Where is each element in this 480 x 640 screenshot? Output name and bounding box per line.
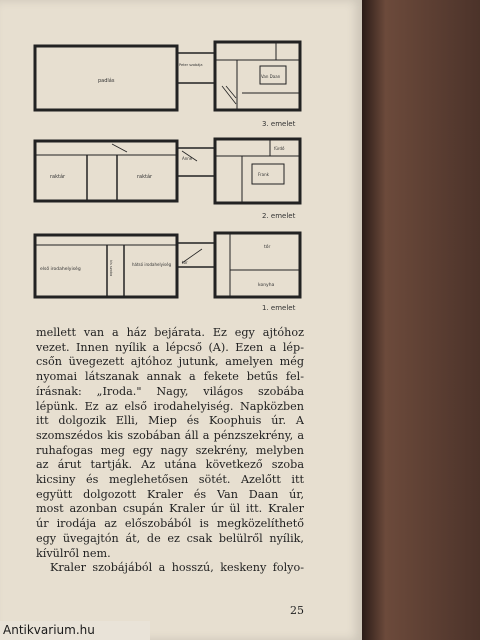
room-label: kis szoba bbox=[109, 260, 113, 277]
room-label: tőr bbox=[264, 245, 271, 250]
room-label: padlás bbox=[98, 78, 115, 84]
watermark-label: Antikvarium.hu bbox=[0, 621, 150, 640]
text-line: kívülről nem. bbox=[36, 546, 111, 560]
second-floor-caption: 2. emelet bbox=[262, 212, 296, 220]
first-floor-caption: 1. emelet bbox=[262, 304, 296, 312]
third-floor-caption: 3. emelet bbox=[262, 120, 296, 128]
text-line: most azonban csupán Kraler úr ül itt. Kraler bbox=[36, 502, 304, 516]
text-line: úr irodája az előszobából is megközelíthető bbox=[36, 517, 304, 531]
floor-plans-illustration bbox=[32, 38, 312, 338]
body-text bbox=[36, 326, 304, 576]
room-label: Peter szobája bbox=[179, 63, 203, 67]
room-label: raktár bbox=[137, 174, 153, 180]
text-line: ruhafogas meg egy nagy szekrény, melyben bbox=[36, 443, 304, 457]
room-label: Anne bbox=[182, 156, 193, 161]
second-floor-plan bbox=[35, 139, 300, 203]
room-label: első irodahelyiség bbox=[40, 267, 81, 272]
room-label: fürdő bbox=[274, 146, 285, 151]
text-line: egy üvegajtón át, de ez csak belülről nyílik, bbox=[36, 531, 304, 545]
text-line: lépünk. Ez az első irodahelyiség. Napközben bbox=[36, 399, 304, 413]
text-line: írásnak: „Iroda." Nagy, világos szobába bbox=[36, 384, 304, 398]
floor-plans-svg bbox=[32, 38, 312, 338]
text-line: Kraler szobájából a hosszú, keskeny folyo- bbox=[50, 561, 304, 575]
room-label: raktár bbox=[50, 174, 66, 180]
text-line: kicsiny és meglehetősen sötét. Azelőtt itt bbox=[36, 473, 304, 487]
text-line: nyomai látszanak annak a fekete betűs fel- bbox=[36, 370, 304, 384]
room-label: Frank bbox=[258, 172, 269, 177]
room-label: hátsó irodahelyiség bbox=[132, 262, 172, 267]
text-line: az árut tartják. Az utána következő szoba bbox=[36, 458, 304, 472]
text-line: szomszédos kis szobában áll a pénzszekrény, a bbox=[36, 428, 304, 442]
text-line: itt dolgozik Elli, Miep és Koophuis úr. A bbox=[36, 414, 304, 428]
room-label: tőr bbox=[182, 260, 188, 265]
text-line: csőn üvegezett ajtóhoz jutunk, amelyen még bbox=[36, 355, 304, 369]
page-number: 25 bbox=[290, 604, 304, 617]
room-label: Van Daan bbox=[261, 74, 281, 79]
text-line: vezet. Innen nyílik a lépcső (A). Ezen a lép- bbox=[36, 340, 304, 354]
background-surface bbox=[362, 0, 480, 640]
room-label: konyha bbox=[258, 283, 275, 288]
text-line: együtt dolgozott Kraler és Van Daan úr, bbox=[36, 487, 304, 501]
text-line: mellett van a ház bejárata. Ez egy ajtóhoz bbox=[36, 326, 304, 339]
